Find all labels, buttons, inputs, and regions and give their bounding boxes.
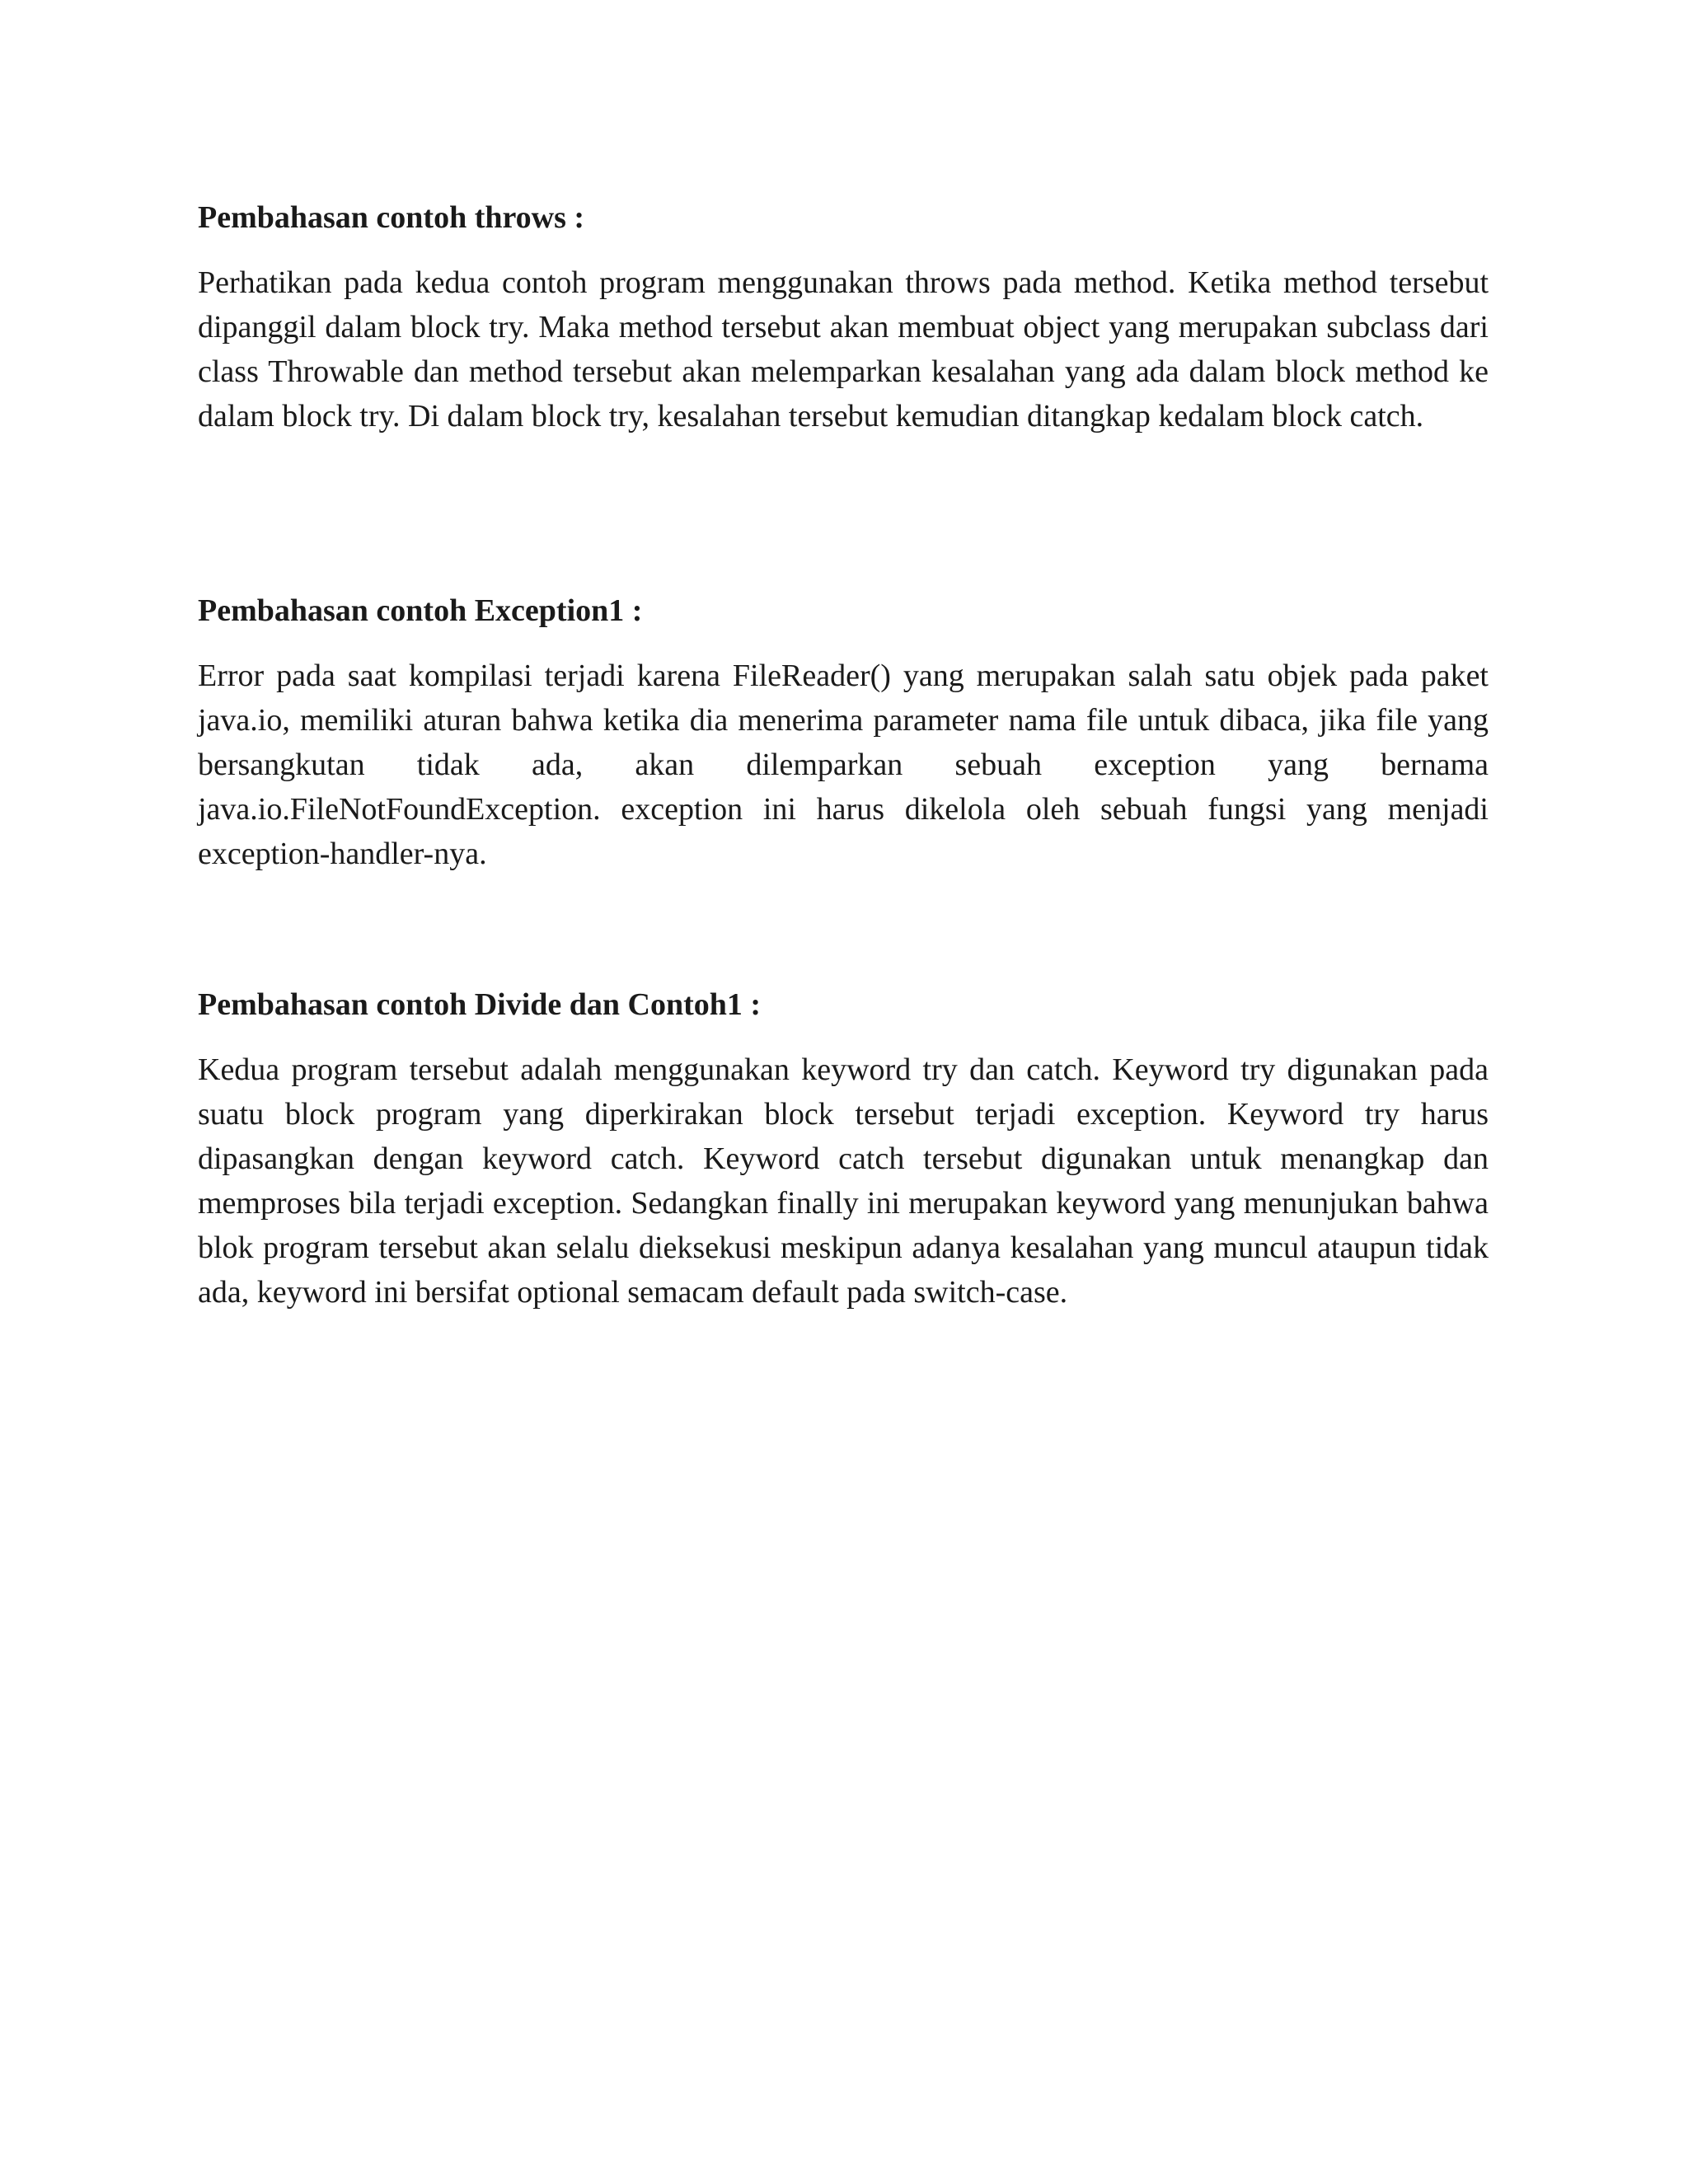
section-exception1 [198, 589, 1489, 876]
section-heading: Pembahasan contoh Exception1 : [198, 593, 643, 628]
section-paragraph: Perhatikan pada kedua contoh program menggunakan throws pada method. Ketika method tersebut dipanggil dalam block try. Maka method tersebut akan membuat object yang merupakan subclass dari class Throwable dan method tersebut akan melemparkan kesalahan yang ada dalam block method ke dalam block try. Di dalam block try, kesalahan tersebut kemudian ditangkap kedalam block catch. [198, 265, 1489, 434]
section-heading: Pembahasan contoh Divide dan Contoh1 : [198, 987, 762, 1022]
section-paragraph: Kedua program tersebut adalah menggunakan keyword try dan catch. Keyword try digunakan pada suatu block program yang diperkirakan block tersebut terjadi exception. Keyword try harus dipasangkan dengan keyword catch. Keyword catch tersebut digunakan untuk menangkap dan memproses bila terjadi exception. Sedangkan finally ini merupakan keyword yang menunjukan bahwa blok program tersebut akan selalu dieksekusi meskipun adanya kesalahan yang muncul ataupun tidak ada, keyword ini bersifat optional semacam default pada switch-case. [198, 1052, 1489, 1310]
section-paragraph: Error pada saat kompilasi terjadi karena FileReader() yang merupakan salah satu objek pada paket java.io, memiliki aturan bahwa ketika dia menerima parameter nama file untuk dibaca, jika file yang bersangkutan tidak ada, akan dilemparkan sebuah exception yang bernama java.io.FileNotFoundException. exception ini harus dikelola oleh sebuah fungsi yang menjadi exception-handler-nya. [198, 658, 1489, 871]
section-heading: Pembahasan contoh throws : [198, 200, 585, 235]
section-divide-contoh1 [198, 983, 1489, 1315]
section-throws [198, 196, 1489, 438]
